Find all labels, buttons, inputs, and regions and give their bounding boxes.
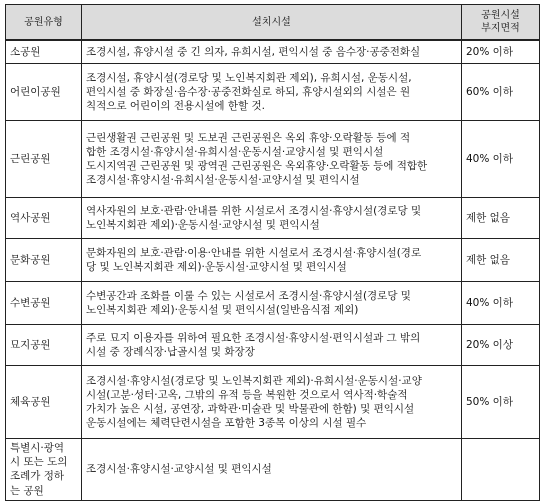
site-area-cell: 20% 이상 <box>462 325 540 366</box>
facilities-cell <box>82 282 462 325</box>
table-row <box>6 239 540 282</box>
facilities-cell <box>82 325 462 366</box>
park-type-text: 수변공원 <box>10 296 51 309</box>
park-facilities-table <box>5 4 540 501</box>
facilities-text: 편익시설 중 화장실·음수장·공중전화실로 하되, 휴양시설외의 시설은 원 <box>86 85 411 98</box>
park-type-text: 문화공원 <box>10 253 51 266</box>
park-type-text: 조례가 정하 <box>10 470 65 483</box>
header-facilities: 설치시설 <box>82 5 462 41</box>
facilities-text: 문화자원의 보호·관람·이용·안내를 위한 시설로서 조경시설·휴양시설(경로 <box>86 246 422 259</box>
facilities-text: 근린생활권 근린공원 및 도보권 근린공원은 옥외 휴양·오락활동 등에 적 <box>86 131 411 144</box>
table-body <box>6 40 540 500</box>
table-row <box>6 325 540 366</box>
facilities-cell <box>82 439 462 501</box>
facilities-text: 조경시설·휴양시설·교양시설 및 편익시설 <box>86 463 272 476</box>
facilities-cell <box>82 40 462 64</box>
facilities-text: 당 및 노인복지회관 제외)·운동시설·교양시설 및 편익시설 <box>86 261 347 273</box>
header-site-area-line: 공원시설 <box>481 10 520 21</box>
site-area-cell: 40% 이하 <box>462 121 540 198</box>
facilities-text: 합한 조경시설·휴양시설·유희시설·운동시설·교양시설 및 편익시설 <box>86 145 384 158</box>
park-type-cell <box>6 325 82 366</box>
facilities-text: 가치가 높은 시설, 공연장, 과학관·미술관 및 박물관에 한함) 및 편익시설 <box>86 403 415 415</box>
park-type-cell <box>6 64 82 121</box>
facilities-text: 수변공간과 조화를 이룰 수 있는 시설로서 조경시설·휴양시설(경로당 및 <box>86 289 411 302</box>
site-area-cell: 제한 없음 <box>462 198 540 239</box>
facilities-text: 칙적으로 어린이의 전용시설에 한할 것. <box>86 100 265 113</box>
facilities-cell <box>82 121 462 198</box>
park-type-cell <box>6 198 82 239</box>
site-area-cell <box>462 439 540 501</box>
facilities-text: 노인복지회관 제외)·운동시설 및 편익시설(일반음식점 제외) <box>86 304 359 316</box>
table-row <box>6 64 540 121</box>
facilities-text: 시설 중 장례식장·납골시설 및 화장장 <box>86 346 255 358</box>
park-type-cell <box>6 239 82 282</box>
site-area-cell: 60% 이하 <box>462 64 540 121</box>
facilities-cell <box>82 198 462 239</box>
park-type-text: 체육공원 <box>10 395 51 408</box>
header-site-area <box>462 5 540 41</box>
header-park-type: 공원유형 <box>6 5 82 41</box>
facilities-cell <box>82 239 462 282</box>
site-area-cell: 50% 이하 <box>462 366 540 439</box>
facilities-text: 시설(고분·성터·고옥, 그밖의 유적 등을 복원한 것으로서 역사적·학술적 <box>86 388 408 401</box>
facilities-text: 조경시설·휴양시설(경로당 및 노인복지회관 제외)·유희시설·운동시설·교양 <box>86 374 422 387</box>
table-row <box>6 366 540 439</box>
facilities-text: 운동시설에는 체력단련시설을 포함한 3종목 이상의 시설 필수 <box>86 417 367 430</box>
park-type-cell <box>6 366 82 439</box>
facilities-cell <box>82 64 462 121</box>
park-type-cell <box>6 40 82 64</box>
park-type-text: 특별시·광역 <box>10 442 65 454</box>
facilities-text: 주로 묘지 이용자를 위하여 필요한 조경시설·휴양시설·편익시설과 그 밖의 <box>86 331 421 344</box>
facilities-cell <box>82 366 462 439</box>
table-header <box>6 5 540 41</box>
facilities-text: 도시지역권 근린공원 및 광역권 근린공원은 옥외휴양·오락활동 등에 적합한 <box>86 160 428 172</box>
park-type-cell <box>6 439 82 501</box>
facilities-text: 역사자원의 보호·관람·안내를 위한 시설로서 조경시설·휴양시설(경로당 및 <box>86 204 422 217</box>
table-row <box>6 439 540 501</box>
site-area-cell: 제한 없음 <box>462 239 540 282</box>
facilities-text: 조경시설, 휴양시설 중 긴 의자, 유희시설, 편익시설 중 음수장·공중전화실 <box>86 45 421 58</box>
site-area-cell: 40% 이하 <box>462 282 540 325</box>
park-type-text: 묘지공원 <box>10 338 51 351</box>
park-type-text: 소공원 <box>10 45 41 58</box>
table-row <box>6 282 540 325</box>
table-row <box>6 198 540 239</box>
park-type-cell <box>6 282 82 325</box>
facilities-text: 조경시설·휴양시설·유희시설·운동시설·교양시설 및 편익시설 <box>86 174 360 187</box>
park-type-text: 역사공원 <box>10 211 51 224</box>
table-row <box>6 40 540 64</box>
park-type-cell <box>6 121 82 198</box>
facilities-text: 노인복지회관 제외)·운동시설·교양시설 및 편익시설 <box>86 219 320 231</box>
park-type-text: 시 또는 도의 <box>10 456 68 469</box>
header-site-area-line: 부지면적 <box>481 23 520 34</box>
park-type-text: 근린공원 <box>10 152 51 165</box>
park-type-text: 어린이공원 <box>10 85 61 98</box>
park-type-text: 는 공원 <box>10 484 44 497</box>
site-area-cell: 20% 이하 <box>462 40 540 64</box>
facilities-text: 조경시설, 휴양시설(경로당 및 노인복지회관 제외), 유희시설, 운동시설, <box>86 71 412 84</box>
table-row <box>6 121 540 198</box>
